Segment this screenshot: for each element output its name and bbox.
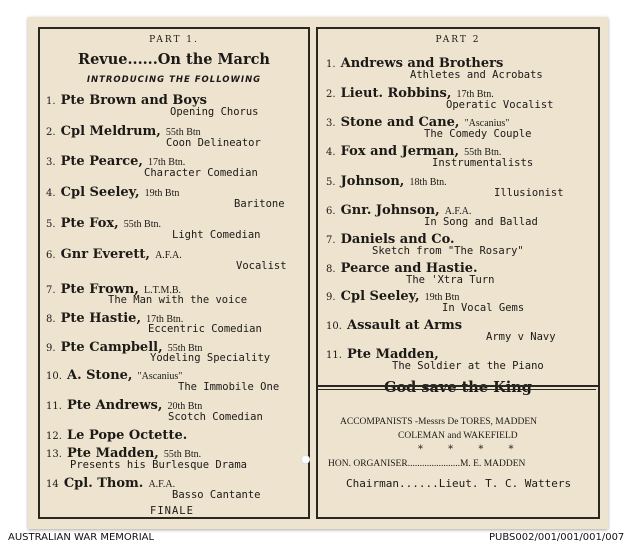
part-1-item-desc: The Immobile One	[178, 381, 280, 393]
part-1-item: 4. Cpl Seeley, 19th Btn	[46, 185, 180, 200]
part-1-item-desc: Yodeling Speciality	[150, 352, 271, 364]
archive-reference: PUBS002/001/001/001/007	[489, 532, 625, 543]
part-1-item: 6. Gnr Everett, A.F.A.	[46, 247, 182, 262]
finale-label: FINALE	[150, 505, 194, 517]
part-2-panel	[316, 27, 600, 519]
part-2-item: 7. Daniels and Co.	[326, 232, 455, 247]
part-1-item: 7. Pte Frown, L.T.M.B.	[46, 282, 182, 297]
part-1-label: PART 1.	[149, 35, 199, 45]
part-1-item: 8. Pte Hastie, 17th Btn.	[46, 311, 184, 326]
part-2-item: 1. Andrews and Brothers	[326, 56, 504, 71]
part-1-item: 5. Pte Fox, 55th Btn.	[46, 216, 162, 231]
part-1-panel	[38, 27, 310, 519]
god-save-the-king: God save the King	[384, 379, 532, 396]
part-2-item-desc: The Comedy Couple	[424, 128, 532, 140]
part-1-item-desc: The Man with the voice	[108, 294, 248, 306]
chairman-line: Chairman......Lieut. T. C. Watters	[346, 477, 572, 490]
part-2-item-desc: Sketch from "The Rosary"	[372, 245, 524, 257]
part-2-label: PART 2	[435, 35, 481, 45]
part-2-item: 4. Fox and Jerman, 55th Btn.	[326, 144, 502, 159]
part-1-item: 14 Cpl. Thom. A.F.A.	[46, 476, 176, 491]
part-1-item-desc: Character Comedian	[144, 167, 258, 179]
part-1-item: 12. Le Pope Octette.	[46, 428, 188, 443]
part-2-item-desc: Army v Navy	[486, 331, 556, 343]
hon-organiser-line: HON. ORGANISER......................M. E. MADDEN	[328, 459, 526, 469]
part-2-item: 5. Johnson, 18th Btn.	[326, 174, 447, 189]
part-2-item: 8. Pearce and Hastie.	[326, 261, 478, 276]
part-2-item-desc: Operatic Vocalist	[446, 99, 554, 111]
part-1-item: 2. Cpl Meldrum, 55th Btn	[46, 124, 201, 139]
part-2-item-desc: The Soldier at the Piano	[392, 360, 544, 372]
part-2-item: 10. Assault at Arms	[326, 318, 463, 333]
accompanists-line-1: ACCOMPANISTS -Messrs De TORES, MADDEN	[340, 417, 537, 427]
part-1-item: 1. Pte Brown and Boys	[46, 93, 207, 108]
part-1-item: 11. Pte Andrews, 20th Btn	[46, 398, 203, 413]
part-1-item: 10. A. Stone, "Ascanius"	[46, 368, 183, 383]
part-2-item-desc: Illusionist	[494, 187, 564, 199]
programme-card	[28, 17, 608, 529]
part-2-item: 3. Stone and Cane, "Ascanius"	[326, 115, 510, 130]
section-divider-thin	[318, 389, 596, 390]
part-1-item-desc: Scotch Comedian	[168, 411, 263, 423]
archive-credit: AUSTRALIAN WAR MEMORIAL	[8, 532, 155, 543]
punch-hole	[301, 455, 310, 464]
section-divider	[316, 385, 598, 387]
revue-title: Revue......On the March	[78, 51, 270, 68]
part-1-item-desc: Opening Chorus	[170, 106, 259, 118]
part-2-item-desc: In Song and Ballad	[424, 216, 538, 228]
part-1-item-desc: Light Comedian	[172, 229, 261, 241]
part-2-item-desc: The 'Xtra Turn	[406, 274, 495, 286]
part-1-item-desc: Coon Delineator	[166, 137, 261, 149]
part-2-item-desc: In Vocal Gems	[442, 302, 525, 314]
part-1-item-desc: Presents his Burlesque Drama	[70, 459, 248, 471]
part-2-item: 2. Lieut. Robbins, 17th Btn.	[326, 86, 494, 101]
part-1-item: 13. Pte Madden, 55th Btn.	[46, 446, 202, 461]
part-2-item-desc: Instrumentalists	[432, 157, 534, 169]
part-1-item-desc: Eccentric Comedian	[148, 323, 262, 335]
part-1-item-desc: Vocalist	[236, 260, 287, 272]
part-2-item-desc: Athletes and Acrobats	[410, 69, 543, 81]
part-2-item: 11. Pte Madden,	[326, 347, 439, 362]
part-2-item: 9. Cpl Seeley, 19th Btn	[326, 289, 460, 304]
part-2-item: 6. Gnr. Johnson, A.F.A.	[326, 203, 472, 218]
part-1-item-desc: Baritone	[234, 198, 285, 210]
intro-heading: INTRODUCING THE FOLLOWING	[86, 75, 262, 85]
accompanists-line-2: COLEMAN and WAKEFIELD	[398, 431, 518, 441]
part-1-item: 3. Pte Pearce, 17th Btn.	[46, 154, 186, 169]
part-1-item: 9. Pte Campbell, 55th Btn	[46, 340, 203, 355]
star-separator: * * * *	[418, 444, 525, 455]
part-1-item-desc: Basso Cantante	[172, 489, 261, 501]
